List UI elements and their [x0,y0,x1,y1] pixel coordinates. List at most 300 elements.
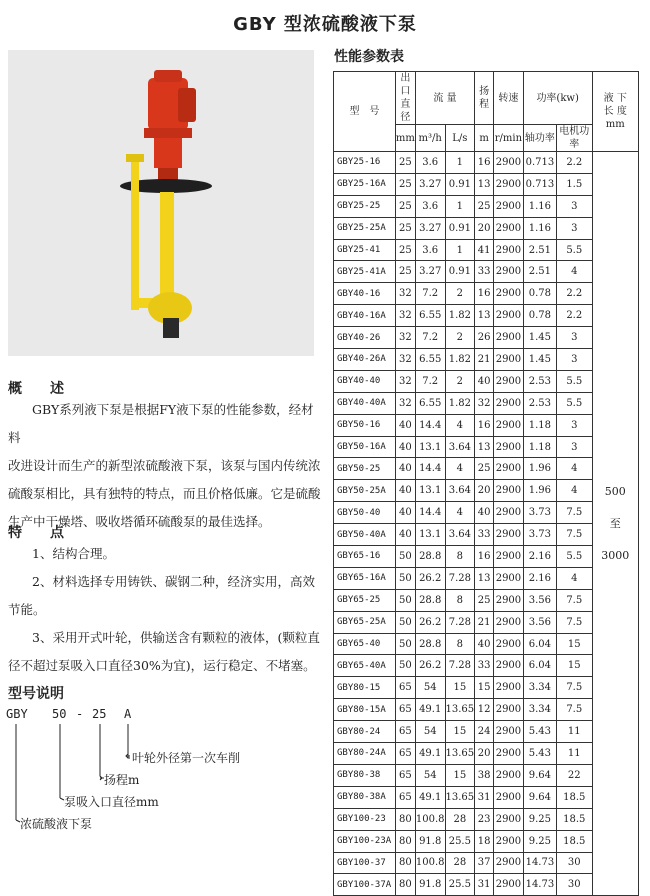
value-cell: 30 [557,852,592,874]
value-cell: 3.6 [415,195,445,217]
value-cell: 2900 [494,830,524,852]
value-cell: 2900 [494,808,524,830]
value-cell: 28 [445,852,475,874]
value-cell: 2900 [494,852,524,874]
value-cell: 3.56 [523,589,556,611]
value-cell: 1.82 [445,349,475,371]
value-cell: 2900 [494,677,524,699]
value-cell: 14.73 [523,852,556,874]
value-cell: 7.5 [557,589,592,611]
value-cell: 40 [395,524,415,546]
value-cell: 2.2 [557,283,592,305]
value-cell: 5.5 [557,370,592,392]
table-row [334,152,639,174]
header-flow: 流 量 [415,72,474,125]
value-cell: 0.91 [445,261,475,283]
value-cell: 2900 [494,699,524,721]
value-cell: 13.65 [445,743,475,765]
header-depth [592,72,638,152]
value-cell: 18 [475,830,494,852]
value-cell: 80 [395,852,415,874]
value-cell: 25.5 [445,874,475,896]
feature-line: 节能。 [8,602,46,617]
value-cell: 2900 [494,721,524,743]
value-cell: 15 [445,764,475,786]
value-cell: 26 [475,327,494,349]
value-cell: 32 [395,392,415,414]
value-cell: 2 [445,370,475,392]
value-cell: 25 [395,239,415,261]
value-cell: 0.78 [523,305,556,327]
explanation-label: 泵吸入口直径mm [64,795,159,809]
product-photo [8,50,314,356]
unit-flow-ls: L/s [445,125,475,152]
value-cell: 7.5 [557,611,592,633]
value-cell: 65 [395,721,415,743]
value-cell: 1.82 [445,305,475,327]
value-cell: 1 [445,239,475,261]
value-cell: 11 [557,721,592,743]
overview-line: GBY系列液下泵是根据FY液下泵的性能参数，经材料 [8,402,314,445]
value-cell: 1.96 [523,458,556,480]
value-cell: 25 [395,173,415,195]
value-cell: 25 [395,195,415,217]
explanation-label: 叶轮外径第一次车削 [132,751,241,765]
value-cell: 1.96 [523,480,556,502]
value-cell: 25 [395,152,415,174]
value-cell: 2900 [494,349,524,371]
value-cell: 91.8 [415,830,445,852]
model-cell: GBY25-41A [334,261,396,283]
value-cell: 3.6 [415,239,445,261]
value-cell: 2.53 [523,392,556,414]
value-cell: 50 [395,546,415,568]
table-title: 性能参数表 [334,49,404,65]
value-cell: 2.51 [523,239,556,261]
value-cell: 0.91 [445,217,475,239]
value-cell: 21 [475,611,494,633]
value-cell: 22 [557,764,592,786]
value-cell: 3.27 [415,173,445,195]
pump-illustration [8,50,314,356]
value-cell: 16 [475,152,494,174]
page-title: GBY 型浓硫酸液下泵 [233,14,417,35]
value-cell: 38 [475,764,494,786]
value-cell: 80 [395,874,415,896]
value-cell: 33 [475,524,494,546]
value-cell: 3.6 [415,152,445,174]
unit-head: m [475,125,494,152]
value-cell: 3.64 [445,436,475,458]
value-cell: 40 [475,370,494,392]
value-cell: 25 [475,195,494,217]
model-cell: GBY100-23A [334,830,396,852]
value-cell: 2900 [494,480,524,502]
value-cell: 7.28 [445,611,475,633]
value-cell: 20 [475,217,494,239]
model-cell: GBY50-25 [334,458,396,480]
value-cell: 54 [415,677,445,699]
value-cell: 1.5 [557,173,592,195]
value-cell: 4 [557,567,592,589]
value-cell: 3.34 [523,677,556,699]
value-cell: 6.04 [523,655,556,677]
explanation-label: 扬程m [104,773,140,787]
value-cell: 2900 [494,370,524,392]
value-cell: 1.16 [523,217,556,239]
value-cell: 32 [395,283,415,305]
value-cell: 49.1 [415,786,445,808]
model-cell: GBY40-16A [334,305,396,327]
value-cell: 3 [557,436,592,458]
model-cell: GBY50-40A [334,524,396,546]
value-cell: 1.82 [445,392,475,414]
header-outlet: 出口直径 [395,72,415,125]
value-cell: 14.4 [415,414,445,436]
value-cell: 100.8 [415,852,445,874]
value-cell: 3.64 [445,480,475,502]
value-cell: 40 [395,414,415,436]
value-cell: 2900 [494,327,524,349]
value-cell: 9.25 [523,808,556,830]
value-cell: 2900 [494,786,524,808]
value-cell: 9.25 [523,830,556,852]
value-cell: 7.2 [415,327,445,349]
value-cell: 80 [395,808,415,830]
value-cell: 32 [395,327,415,349]
value-cell: 2900 [494,764,524,786]
model-cell: GBY65-25A [334,611,396,633]
unit-outlet: mm [395,125,415,152]
value-cell: 16 [475,414,494,436]
value-cell: 2900 [494,874,524,896]
value-cell: 65 [395,743,415,765]
value-cell: 9.64 [523,764,556,786]
value-cell: 1.45 [523,327,556,349]
value-cell: 100.8 [415,808,445,830]
value-cell: 2900 [494,283,524,305]
value-cell: 4 [557,458,592,480]
value-cell: 1.18 [523,414,556,436]
value-cell: 15 [445,677,475,699]
depth-range-text: 至 [609,516,621,530]
value-cell: 3.64 [445,524,475,546]
value-cell: 32 [395,349,415,371]
model-cell: GBY40-40 [334,370,396,392]
value-cell: 0.78 [523,283,556,305]
value-cell: 6.55 [415,392,445,414]
value-cell: 3 [557,217,592,239]
value-cell: 13 [475,436,494,458]
value-cell: 5.5 [557,546,592,568]
model-cell: GBY40-40A [334,392,396,414]
value-cell: 2900 [494,173,524,195]
model-cell: GBY50-16 [334,414,396,436]
overview-line: 改进设计而生产的新型浓硫酸液下泵，该泵与国内传统浓 [8,458,321,473]
depth-range-text: 500 [604,484,626,498]
value-cell: 50 [395,633,415,655]
value-cell: 24 [475,721,494,743]
value-cell: 18.5 [557,808,592,830]
value-cell: 4 [445,502,475,524]
value-cell: 3.27 [415,217,445,239]
value-cell: 2900 [494,458,524,480]
header-motor-power: 电机功率 [557,125,592,152]
value-cell: 2900 [494,152,524,174]
model-cell: GBY65-40 [334,633,396,655]
value-cell: 3 [557,327,592,349]
model-cell: GBY25-16 [334,152,396,174]
value-cell: 25.5 [445,830,475,852]
value-cell: 5.43 [523,743,556,765]
value-cell: 15 [557,633,592,655]
value-cell: 2900 [494,743,524,765]
header-model: 型 号 [334,72,396,152]
value-cell: 1 [445,152,475,174]
value-cell: 32 [395,370,415,392]
model-cell: GBY65-16 [334,546,396,568]
value-cell: 18.5 [557,830,592,852]
unit-speed: r/min [494,125,524,152]
value-cell: 2900 [494,239,524,261]
value-cell: 8 [445,589,475,611]
value-cell: 2900 [494,655,524,677]
overview-line: 生产中干燥塔、吸收塔循环硫酸泵的最佳选择。 [8,514,271,529]
value-cell: 13.1 [415,436,445,458]
value-cell: 2.2 [557,152,592,174]
value-cell: 2900 [494,414,524,436]
value-cell: 3.27 [415,261,445,283]
value-cell: 54 [415,721,445,743]
explanation-label: 浓硫酸液下泵 [20,817,93,831]
value-cell: 7.2 [415,283,445,305]
feature-line: 1、结构合理。 [32,546,115,561]
value-cell: 2900 [494,195,524,217]
feature-line: 径不超过泵吸入口直径30%为宜)，运行稳定、不堵塞。 [8,658,316,673]
value-cell: 6.55 [415,349,445,371]
depth-range-cell [592,152,638,896]
model-cell: GBY100-37A [334,874,396,896]
value-cell: 15 [557,655,592,677]
value-cell: 2900 [494,502,524,524]
header-depth-unit: mm [605,119,625,130]
value-cell: 18.5 [557,786,592,808]
value-cell: 7.5 [557,699,592,721]
value-cell: 80 [395,830,415,852]
value-cell: 2900 [494,392,524,414]
model-cell: GBY65-25 [334,589,396,611]
value-cell: 13.1 [415,524,445,546]
value-cell: 2900 [494,524,524,546]
value-cell: 1.18 [523,436,556,458]
value-cell: 2 [445,327,475,349]
value-cell: 13 [475,305,494,327]
value-cell: 28 [445,808,475,830]
model-cell: GBY25-25 [334,195,396,217]
value-cell: 4 [445,414,475,436]
value-cell: 28.8 [415,546,445,568]
value-cell: 31 [475,874,494,896]
value-cell: 65 [395,786,415,808]
value-cell: 7.5 [557,677,592,699]
value-cell: 13.65 [445,699,475,721]
value-cell: 49.1 [415,743,445,765]
model-cell: GBY100-37 [334,852,396,874]
value-cell: 25 [395,217,415,239]
value-cell: 65 [395,699,415,721]
value-cell: 3.73 [523,502,556,524]
value-cell: 3 [557,195,592,217]
model-cell: GBY40-26 [334,327,396,349]
header-depth-label: 液 下 长 度 [603,93,627,117]
value-cell: 2900 [494,261,524,283]
value-cell: 6.55 [415,305,445,327]
value-cell: 3.34 [523,699,556,721]
value-cell: 32 [475,392,494,414]
value-cell: 23 [475,808,494,830]
value-cell: 14.73 [523,874,556,896]
value-cell: 5.43 [523,721,556,743]
feature-line: 2、材料选择专用铸铁、碳钢二种，经济实用，高效 [32,574,315,589]
header-power: 功率(kw) [523,72,592,125]
value-cell: 2 [445,283,475,305]
value-cell: 40 [475,502,494,524]
value-cell: 8 [445,633,475,655]
depth-range-text: 3000 [601,548,630,562]
code-part: 25 [92,707,107,721]
model-heading: 型号说明 [8,686,64,702]
feature-line: 3、采用开式叶轮，供输送含有颗粒的液体，(颗粒直 [32,630,320,645]
value-cell: 2.16 [523,546,556,568]
value-cell: 2.16 [523,567,556,589]
features-heading: 特 点 [8,525,64,541]
value-cell: 2900 [494,611,524,633]
model-code-diagram [4,706,324,831]
model-cell: GBY50-40 [334,502,396,524]
value-cell: 33 [475,655,494,677]
value-cell: 4 [557,261,592,283]
value-cell: 7.5 [557,524,592,546]
model-cell: GBY80-15 [334,677,396,699]
model-cell: GBY40-16 [334,283,396,305]
model-cell: GBY50-16A [334,436,396,458]
value-cell: 13 [475,567,494,589]
value-cell: 2900 [494,546,524,568]
model-cell: GBY80-15A [334,699,396,721]
value-cell: 16 [475,546,494,568]
model-cell: GBY65-16A [334,567,396,589]
value-cell: 33 [475,261,494,283]
value-cell: 2.53 [523,370,556,392]
motor-bracket [154,138,182,168]
pump-column [160,192,174,302]
model-cell: GBY80-38A [334,786,396,808]
value-cell: 2900 [494,567,524,589]
value-cell: 13.65 [445,786,475,808]
value-cell: 0.713 [523,173,556,195]
value-cell: 31 [475,786,494,808]
table-body [334,152,639,896]
value-cell: 40 [395,502,415,524]
value-cell: 9.64 [523,786,556,808]
value-cell: 2900 [494,305,524,327]
value-cell: 2900 [494,217,524,239]
code-part: A [124,707,132,721]
discharge-pipe [131,160,139,310]
model-cell: GBY50-25A [334,480,396,502]
value-cell: 65 [395,764,415,786]
value-cell: 8 [445,546,475,568]
model-cell: GBY25-16A [334,173,396,195]
value-cell: 2900 [494,589,524,611]
value-cell: 1 [445,195,475,217]
value-cell: 2.51 [523,261,556,283]
value-cell: 25 [475,458,494,480]
model-cell: GBY100-23 [334,808,396,830]
value-cell: 50 [395,567,415,589]
overview-heading: 概 述 [8,381,64,397]
value-cell: 3.56 [523,611,556,633]
value-cell: 26.2 [415,655,445,677]
model-cell: GBY25-41 [334,239,396,261]
value-cell: 49.1 [415,699,445,721]
value-cell: 91.8 [415,874,445,896]
value-cell: 37 [475,852,494,874]
code-part: GBY [6,707,28,721]
value-cell: 6.04 [523,633,556,655]
value-cell: 2.2 [557,305,592,327]
value-cell: 4 [445,458,475,480]
value-cell: 14.4 [415,458,445,480]
value-cell: 7.2 [415,370,445,392]
value-cell: 15 [475,677,494,699]
value-cell: 25 [395,261,415,283]
value-cell: 26.2 [415,567,445,589]
value-cell: 50 [395,589,415,611]
value-cell: 26.2 [415,611,445,633]
value-cell: 28.8 [415,589,445,611]
model-cell: GBY25-25A [334,217,396,239]
value-cell: 65 [395,677,415,699]
model-cell: GBY40-26A [334,349,396,371]
value-cell: 0.91 [445,173,475,195]
value-cell: 12 [475,699,494,721]
value-cell: 20 [475,480,494,502]
value-cell: 25 [475,589,494,611]
value-cell: 40 [475,633,494,655]
value-cell: 40 [395,436,415,458]
value-cell: 7.28 [445,567,475,589]
overview-line: 硫酸泵相比，具有独特的特点，而且价格低廉。它是硫酸 [8,486,321,501]
value-cell: 5.5 [557,239,592,261]
unit-flow-m3h: m³/h [415,125,445,152]
header-shaft-power: 轴功率 [523,125,556,152]
value-cell: 21 [475,349,494,371]
value-cell: 50 [395,655,415,677]
header-head: 扬程 [475,72,494,125]
value-cell: 28.8 [415,633,445,655]
code-part: - [76,707,84,721]
value-cell: 50 [395,611,415,633]
value-cell: 14.4 [415,502,445,524]
value-cell: 2900 [494,436,524,458]
value-cell: 4 [557,480,592,502]
value-cell: 40 [395,458,415,480]
value-cell: 30 [557,874,592,896]
value-cell: 2900 [494,633,524,655]
value-cell: 3 [557,414,592,436]
value-cell: 7.28 [445,655,475,677]
